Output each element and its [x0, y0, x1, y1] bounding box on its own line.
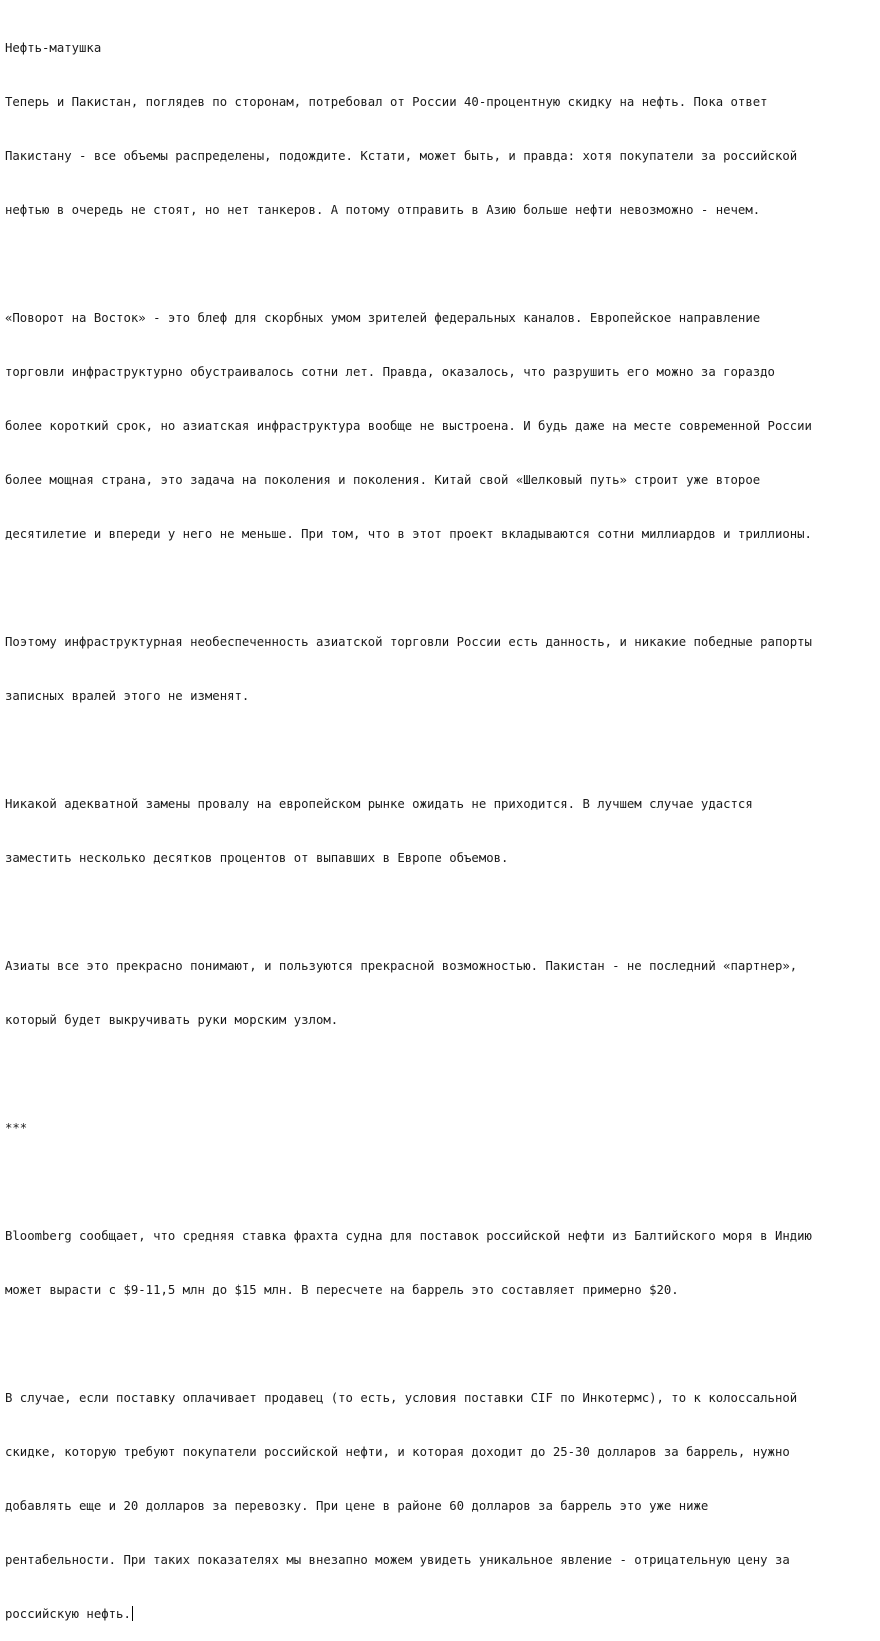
- text-line: торговли инфраструктурно обустраивалось сотни лет. Правда, оказалось, что разрушить его можно за гораздо: [5, 365, 775, 379]
- text-caret: [132, 1606, 133, 1621]
- blank-line: [5, 1335, 880, 1353]
- text-line: скидке, которую требуют покупатели российской нефти, и которая доходит до 25-30 долларов за баррель, нужно: [5, 1445, 790, 1459]
- text-line: заместить несколько десятков процентов от выпавших в Европе объемов.: [5, 851, 509, 865]
- text-line: добавлять еще и 20 долларов за перевозку. При цене в районе 60 долларов за баррель это уже ниже: [5, 1499, 709, 1513]
- text-line: который будет выкручивать руки морским узлом.: [5, 1013, 339, 1027]
- blank-line: [5, 579, 880, 597]
- blank-line: [5, 741, 880, 759]
- text-line: десятилетие и впереди у него не меньше. При том, что в этот проект вкладываются сотни миллиардов и триллионы.: [5, 527, 812, 541]
- blank-line: [5, 1173, 880, 1191]
- text-line: Пакистану - все объемы распределены, подождите. Кстати, может быть, и правда: хотя покупатели за российской: [5, 149, 798, 163]
- text-line: Никакой адекватной замены провалу на европейском рынке ожидать не приходится. В лучшем случае удастся: [5, 797, 753, 811]
- blank-line: [5, 255, 880, 273]
- text-line: более мощная страна, это задача на поколения и поколения. Китай свой «Шелковый путь» строит уже второе: [5, 473, 761, 487]
- text-line: записных вралей этого не изменят.: [5, 689, 250, 703]
- last-line-text: российскую нефть.: [5, 1607, 131, 1621]
- text-line: В случае, если поставку оплачивает продавец (то есть, условия поставки CIF по Инкотермс), то к колоссальной: [5, 1391, 798, 1405]
- blank-line: [5, 1065, 880, 1083]
- blank-line: [5, 903, 880, 921]
- text-line: «Поворот на Восток» - это блеф для скорбных умом зрителей федеральных каналов. Европейское направление: [5, 311, 761, 325]
- text-line: более короткий срок, но азиатская инфраструктура вообще не выстроена. И будь даже на месте современной России: [5, 419, 812, 433]
- text-line: рентабельности. При таких показателях мы внезапно можем увидеть уникальное явление - отрицательную цену за: [5, 1553, 790, 1567]
- text-line: Азиаты все это прекрасно понимают, и пользуются прекрасной возможностью. Пакистан - не последний «партнер»,: [5, 959, 798, 973]
- text-line: может вырасти с $9-11,5 млн до $15 млн. В пересчете на баррель это составляет примерно $20.: [5, 1283, 679, 1297]
- document-title: Нефть-матушка: [5, 41, 102, 55]
- text-line: Bloomberg сообщает, что средняя ставка фрахта судна для поставок российской нефти из Балтийского моря в Индию: [5, 1229, 812, 1243]
- text-line: Теперь и Пакистан, поглядев по сторонам, потребовал от России 40-процентную скидку на нефть. Пока ответ: [5, 95, 768, 109]
- section-separator: ***: [5, 1121, 28, 1135]
- last-text-line: [5, 1605, 880, 1623]
- text-line: нефтью в очередь не стоят, но нет танкеров. А потому отправить в Азию больше нефти невозможно - нечем.: [5, 203, 761, 217]
- text-line: Поэтому инфраструктурная необеспеченность азиатской торговли России есть данность, и никакие победные рапорты: [5, 635, 812, 649]
